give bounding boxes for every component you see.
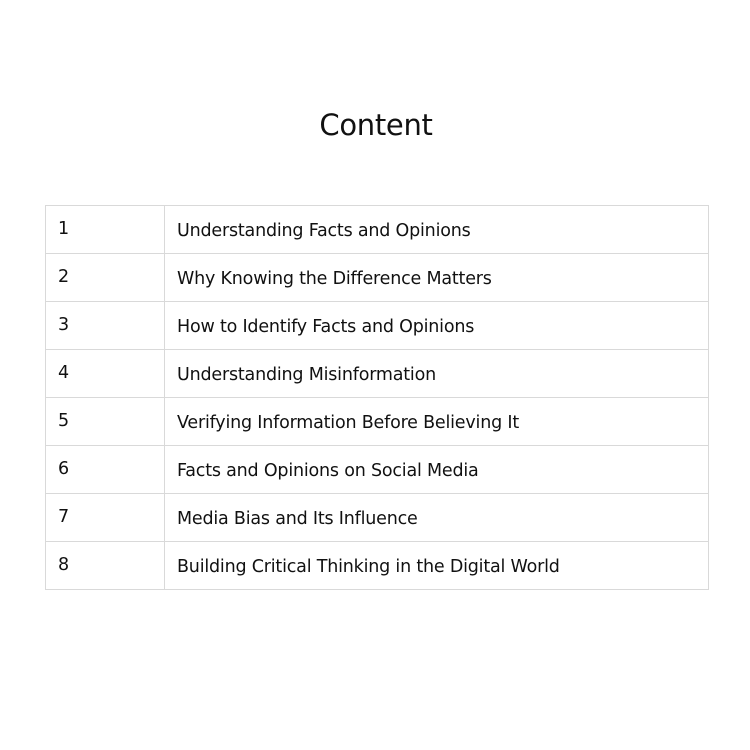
chapter-title: Facts and Opinions on Social Media — [165, 446, 709, 494]
table-row — [46, 206, 709, 254]
chapter-title: Building Critical Thinking in the Digital World — [165, 542, 709, 590]
table-row — [46, 350, 709, 398]
chapter-number: 3 — [46, 302, 165, 350]
page-title: Content — [319, 108, 433, 142]
chapter-number: 2 — [46, 254, 165, 302]
chapter-number: 1 — [46, 206, 165, 254]
table-row — [46, 446, 709, 494]
table-row — [46, 494, 709, 542]
chapter-number: 7 — [46, 494, 165, 542]
chapter-title: Why Knowing the Difference Matters — [165, 254, 709, 302]
chapter-title: Understanding Misinformation — [165, 350, 709, 398]
chapter-title: Understanding Facts and Opinions — [165, 206, 709, 254]
table-row — [46, 302, 709, 350]
table-of-contents — [45, 205, 709, 590]
chapter-number: 8 — [46, 542, 165, 590]
chapter-number: 5 — [46, 398, 165, 446]
chapter-number: 4 — [46, 350, 165, 398]
chapter-number: 6 — [46, 446, 165, 494]
table-row — [46, 542, 709, 590]
table-row — [46, 254, 709, 302]
chapter-title: Verifying Information Before Believing It — [165, 398, 709, 446]
chapter-title: How to Identify Facts and Opinions — [165, 302, 709, 350]
table-row — [46, 398, 709, 446]
chapter-title: Media Bias and Its Influence — [165, 494, 709, 542]
